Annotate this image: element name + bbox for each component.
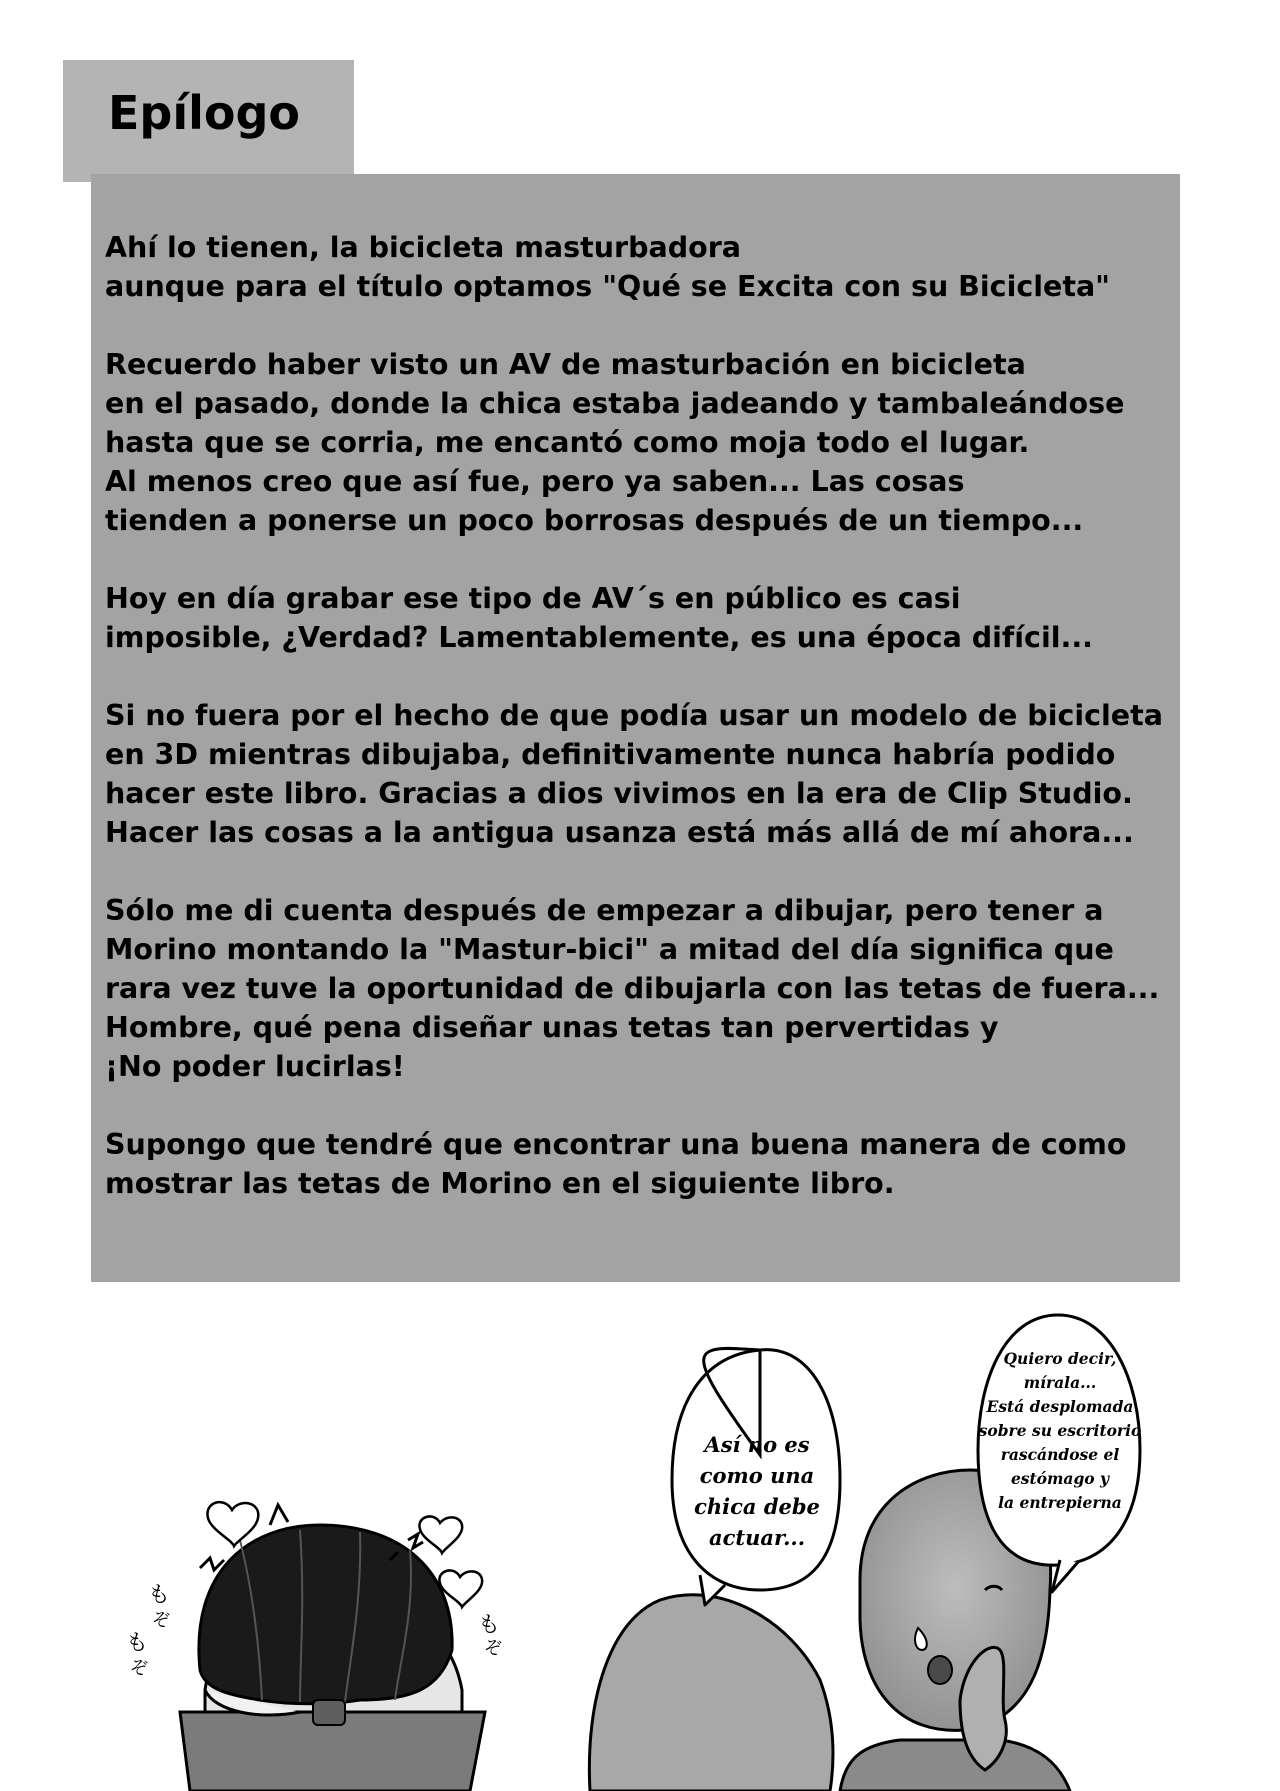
manga-illustration <box>0 1290 1280 1791</box>
text-line: mostrar las tetas de Morino en el siguiente libro. <box>105 1167 895 1200</box>
paragraph-3 <box>105 579 1175 657</box>
text-line: imposible, ¿Verdad? Lamentablemente, es una época difícil... <box>105 621 1093 654</box>
text-line: Recuerdo haber visto un AV de masturbación en bicicleta <box>105 348 1026 381</box>
bubble-line: estómago y <box>1010 1469 1110 1488</box>
paragraph-1 <box>105 228 1175 306</box>
sfx-text: ぞ <box>484 1638 502 1659</box>
text-line: Hombre, qué pena diseñar unas tetas tan pervertidas y <box>105 1011 999 1044</box>
heart-icon <box>207 1502 258 1546</box>
bubble-line: sobre su escritorio <box>978 1421 1142 1440</box>
text-line: Morino montando la "Mastur-bici" a mitad del día significa que <box>105 933 1114 966</box>
text-line: Supongo que tendré que encontrar una buena manera de como <box>105 1128 1127 1161</box>
heart-icon <box>419 1516 462 1553</box>
sfx-text: も <box>126 1631 149 1656</box>
page-title: Epílogo <box>108 86 301 140</box>
paragraph-2 <box>105 345 1175 540</box>
sfx-text: も <box>478 1613 501 1638</box>
text-line: Sólo me di cuenta después de empezar a dibujar, pero tener a <box>105 894 1104 927</box>
paragraph-6 <box>105 1125 1175 1203</box>
hair <box>199 1525 452 1704</box>
text-line: en 3D mientras dibujaba, definitivamente nunca habría podido <box>105 738 1116 771</box>
text-line: Ahí lo tienen, la bicicleta masturbadora <box>105 231 741 264</box>
text-line: tienden a ponerse un poco borrosas después de un tiempo... <box>105 504 1084 537</box>
bubble-line: actuar... <box>708 1525 806 1550</box>
text-line: ¡No poder lucirlas! <box>105 1050 405 1083</box>
epilogue-text <box>105 228 1175 1242</box>
text-line: rara vez tuve la oportunidad de dibujarla con las tetas de fuera... <box>105 972 1160 1005</box>
sfx-text: ぞ <box>152 1610 170 1631</box>
bubble-line: Quiero decir, <box>1003 1349 1117 1368</box>
text-line: Hoy en día grabar ese tipo de AV´s en público es casi <box>105 582 961 615</box>
paragraph-4 <box>105 696 1175 852</box>
left-character <box>589 1595 833 1791</box>
bubble-line: chica debe <box>694 1494 820 1519</box>
text-line: Si no fuera por el hecho de que podía usar un modelo de bicicleta <box>105 699 1163 732</box>
text-line: aunque para el título optamos "Qué se Excita con su Bicicleta" <box>105 270 1111 303</box>
sfx-text: も <box>148 1583 171 1608</box>
bubble-line: Así no es <box>704 1432 810 1457</box>
text-line: Al menos creo que así fue, pero ya saben... Las cosas <box>105 465 965 498</box>
text-line: hacer este libro. Gracias a dios vivimos en la era de Clip Studio. <box>105 777 1133 810</box>
text-line: en el pasado, donde la chica estaba jadeando y tambaleándose <box>105 387 1125 420</box>
paragraph-5 <box>105 891 1175 1086</box>
speech-bubble-left <box>672 1348 840 1605</box>
bubble-line: rascándose el <box>1000 1445 1120 1464</box>
text-line: hasta que se corria, me encantó como moja todo el lugar. <box>105 426 1030 459</box>
bubble-line: como una <box>699 1463 815 1488</box>
bubble-line: la entrepierna <box>998 1493 1122 1512</box>
text-line: Hacer las cosas a la antigua usanza está más allá de mí ahora... <box>105 816 1134 849</box>
bubble-line: Está desplomada <box>986 1397 1134 1416</box>
sfx-text: ぞ <box>130 1658 148 1679</box>
bubble-line: mírala... <box>1023 1373 1097 1392</box>
hair-tie <box>313 1700 345 1725</box>
